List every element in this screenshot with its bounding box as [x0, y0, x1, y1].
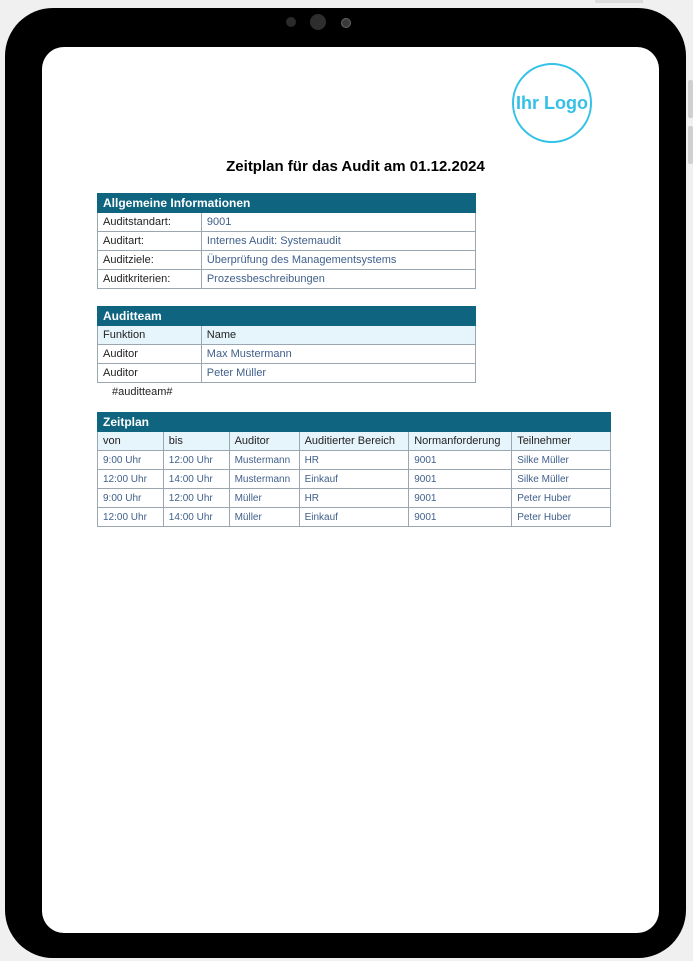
table-row — [98, 470, 611, 489]
column-header-row — [98, 432, 611, 451]
table-row — [98, 489, 611, 508]
schedule-cell: 12:00 Uhr — [98, 470, 164, 489]
tablet-frame — [5, 8, 686, 958]
audit-team-header: Auditteam — [98, 307, 476, 326]
info-value: Internes Audit: Systemaudit — [201, 232, 475, 251]
general-info-table — [97, 193, 476, 289]
column-header: Funktion — [98, 326, 202, 345]
table-row — [98, 251, 476, 270]
schedule-cell: 14:00 Uhr — [163, 470, 229, 489]
table-row — [98, 451, 611, 470]
schedule-cell: Einkauf — [299, 470, 409, 489]
schedule-cell: Müller — [229, 489, 299, 508]
device-side-button — [688, 80, 693, 118]
schedule-cell: 9001 — [409, 451, 512, 470]
audit-team-table — [97, 306, 476, 383]
page-title: Zeitplan für das Audit am 01.12.2024 — [226, 158, 485, 175]
logo-text: Ihr Logo — [516, 92, 588, 113]
info-label: Auditkriterien: — [98, 270, 202, 289]
info-label: Auditstandart: — [98, 213, 202, 232]
schedule-cell: Silke Müller — [512, 470, 611, 489]
info-value: Prozessbeschreibungen — [201, 270, 475, 289]
table-row — [98, 508, 611, 527]
info-label: Auditart: — [98, 232, 202, 251]
table-row — [98, 270, 476, 289]
column-header: Teilnehmer — [512, 432, 611, 451]
column-header-row — [98, 326, 476, 345]
auditteam-placeholder: #auditteam# — [112, 386, 173, 398]
table-row — [98, 213, 476, 232]
schedule-cell: 9001 — [409, 508, 512, 527]
schedule-cell: 9:00 Uhr — [98, 451, 164, 470]
team-function: Auditor — [98, 345, 202, 364]
schedule-cell: Mustermann — [229, 470, 299, 489]
schedule-cell: Silke Müller — [512, 451, 611, 470]
column-header: Normanforderung — [409, 432, 512, 451]
column-header: bis — [163, 432, 229, 451]
table-row — [98, 364, 476, 383]
schedule-cell: 12:00 Uhr — [163, 451, 229, 470]
top-edge-decoration — [595, 0, 643, 3]
schedule-cell: 12:00 Uhr — [163, 489, 229, 508]
info-label: Auditziele: — [98, 251, 202, 270]
schedule-table — [97, 412, 611, 527]
schedule-cell: HR — [299, 489, 409, 508]
column-header: von — [98, 432, 164, 451]
team-name: Peter Müller — [201, 364, 475, 383]
column-header: Auditor — [229, 432, 299, 451]
column-header: Auditierter Bereich — [299, 432, 409, 451]
schedule-cell: Mustermann — [229, 451, 299, 470]
schedule-cell: Einkauf — [299, 508, 409, 527]
schedule-cell: 12:00 Uhr — [98, 508, 164, 527]
schedule-cell: Müller — [229, 508, 299, 527]
team-name: Max Mustermann — [201, 345, 475, 364]
schedule-cell: Peter Huber — [512, 489, 611, 508]
schedule-header: Zeitplan — [98, 413, 611, 432]
camera-sensor-icon — [286, 17, 296, 27]
table-row — [98, 345, 476, 364]
column-header: Name — [201, 326, 475, 345]
schedule-cell: 9:00 Uhr — [98, 489, 164, 508]
table-row — [98, 232, 476, 251]
general-info-header: Allgemeine Informationen — [98, 194, 476, 213]
schedule-cell: 9001 — [409, 489, 512, 508]
company-logo — [512, 63, 592, 143]
schedule-cell: 14:00 Uhr — [163, 508, 229, 527]
team-function: Auditor — [98, 364, 202, 383]
schedule-cell: 9001 — [409, 470, 512, 489]
schedule-cell: HR — [299, 451, 409, 470]
camera-light-icon — [341, 18, 351, 28]
schedule-cell: Peter Huber — [512, 508, 611, 527]
device-side-button — [688, 126, 693, 164]
info-value: 9001 — [201, 213, 475, 232]
camera-lens-icon — [310, 14, 326, 30]
info-value: Überprüfung des Managementsystems — [201, 251, 475, 270]
document-page — [42, 47, 659, 933]
